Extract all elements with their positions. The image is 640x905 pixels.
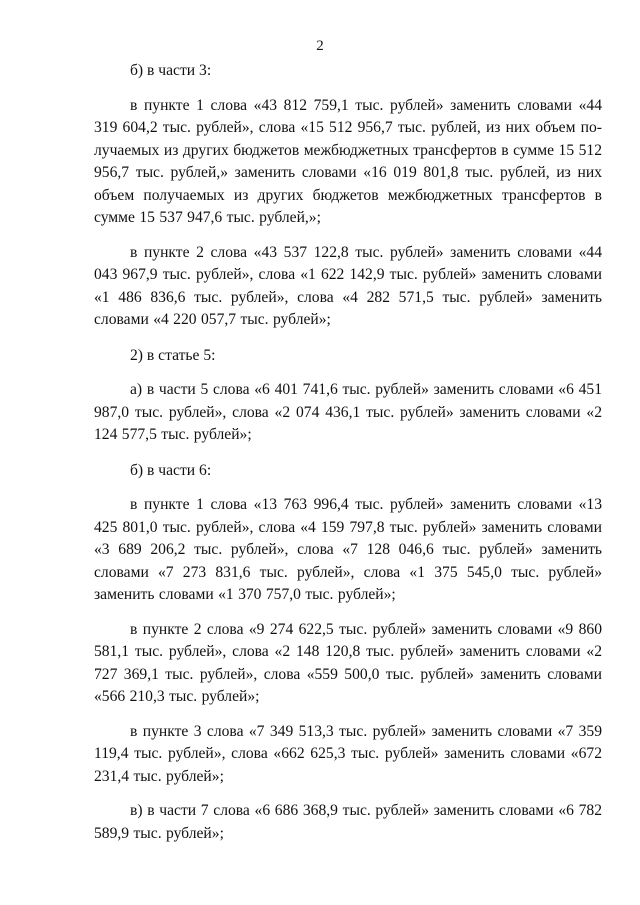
document-body bbox=[94, 60, 602, 845]
paragraph-point-1: в пункте 1 слова «43 812 759,1 тыс. рублей» заменить словами «44 319 604,2 тыс. рублей», слова «15 512 956,7 тыс. рублей, из них объем получаемых из других бюджетов межбюджетных трансфертов в сумме 15 512 956,7 тыс. рублей,» заменить словами «16 019 801,8 тыс. рублей, из них объем получаемых из других бюджетов межбюджетных трансфертов в сумме 15 537 947,6 тыс. рублей,»; bbox=[94, 96, 602, 226]
paragraph-article-5-heading: 2) в статье 5: bbox=[130, 346, 216, 364]
page-number: 2 bbox=[316, 38, 324, 54]
paragraph-part-6-heading: б) в части 6: bbox=[130, 461, 212, 479]
paragraph-point-2: в пункте 2 слова «43 537 122,8 тыс. рублей» заменить словами «44 043 967,9 тыс. рублей», слова «1 622 142,9 тыс. рублей» заменить словами «1 486 836,6 тыс. рублей», слова «4 282 571,5 тыс. рублей» заменить словами «4 220 057,7 тыс. рублей»; bbox=[94, 243, 602, 328]
paragraph-part-6-point-2: в пункте 2 слова «9 274 622,5 тыс. рублей» заменить словами «9 860 581,1 тыс. рублей», слова «2 148 120,8 тыс. рублей» заменить словами «2 727 369,1 тыс. рублей», слова «559 500,0 тыс. рублей» заменить словами «566 210,3 тыс. рублей»; bbox=[94, 620, 602, 705]
paragraph-part-6-point-1: в пункте 1 слова «13 763 996,4 тыс. рублей» заменить словами «13 425 801,0 тыс. рублей», слова «4 159 797,8 тыс. рублей» заменить словами «3 689 206,2 тыс. рублей», слова «7 128 046,6 тыс. рублей» заменить словами «7 273 831,6 тыс. рублей», слова «1 375 545,0 тыс. рублей» заменить словами «1 370 757,0 тыс. рублей»; bbox=[94, 496, 602, 603]
paragraph-part-5: а) в части 5 слова «6 401 741,6 тыс. рублей» заменить словами «6 451 987,0 тыс. рублей», слова «2 074 436,1 тыс. рублей» заменить словами «2 124 577,5 тыс. рублей»; bbox=[94, 381, 602, 443]
paragraph-part-6-point-3: в пункте 3 слова «7 349 513,3 тыс. рублей» заменить словами «7 359 119,4 тыс. рублей», слова «662 625,3 тыс. рублей» заменить словами «672 231,4 тыс. рублей»; bbox=[94, 722, 602, 785]
paragraph-part-3-heading: б) в части 3: bbox=[130, 62, 212, 79]
paragraph-part-7: в) в части 7 слова «6 686 368,9 тыс. рублей» заменить словами «6 782 589,9 тыс. рублей»; bbox=[94, 802, 602, 842]
